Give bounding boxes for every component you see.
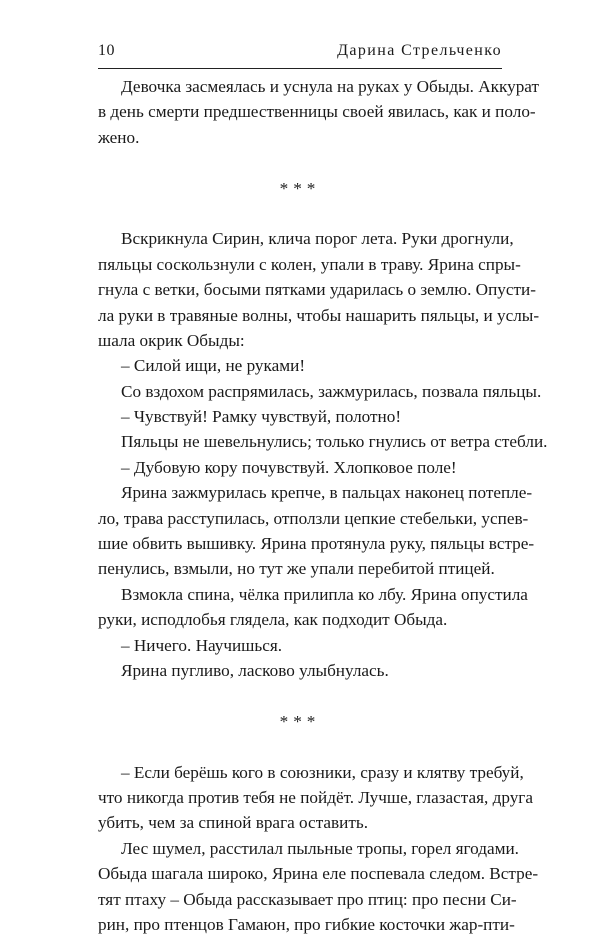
text-line: – Чувствуй! Рамку чувствуй, полотно! (121, 407, 402, 427)
section-separator: *** (279, 711, 321, 731)
running-head-author: Дарина Стрельченко (337, 42, 502, 59)
blank-line (98, 683, 502, 708)
text-line: – Дубовую кору почувствуй. Хлопковое поле! (121, 457, 457, 477)
text-line: ла руки в травяные волны, чтобы нашарить пяльцы, и услы- (98, 305, 540, 325)
text-line: – Если берёшь кого в союзники, сразу и клятву требуй, (121, 762, 524, 782)
text-line: рин, про птенцов Гамаюн, про гибкие косточки жар-пти- (98, 914, 515, 934)
text-line: – Ничего. Научишься. (121, 635, 283, 655)
page-number: 10 (98, 42, 115, 59)
text-line: шие обвить вышивку. Ярина протянула руку, пяльцы встре- (98, 534, 535, 554)
blank-line (98, 150, 502, 175)
page-header (98, 38, 502, 69)
text-line: в день смерти предшественницы своей явилась, как и поло- (98, 102, 536, 122)
text-line: пяльцы соскользнули с колен, упали в траву. Ярина спры- (98, 254, 521, 274)
text-line: жено. (98, 127, 140, 147)
body-text (98, 74, 548, 937)
text-line: Обыда шагала широко, Ярина еле поспевала следом. Встре- (98, 864, 539, 884)
blank-line (98, 201, 502, 226)
text-line: шала окрик Обыды: (98, 330, 245, 350)
text-line: – Силой ищи, не руками! (121, 356, 306, 376)
text-line: Лес шумел, расстилал пыльные тропы, горел ягодами. (121, 838, 519, 858)
text-line: пенулись, взмыли, но тут же упали перебитой птицей. (98, 559, 495, 579)
text-line: что никогда против тебя не пойдёт. Лучше, глазастая, друга (98, 787, 533, 807)
text-line: тят птаху – Обыда рассказывает про птиц: про песни Си- (98, 889, 517, 909)
text-line: Со вздохом распрямилась, зажмурилась, позвала пяльцы. (121, 381, 542, 401)
text-line: ло, трава расступилась, отползли цепкие стебельки, успев- (98, 508, 529, 528)
section-separator: *** (279, 178, 321, 198)
blank-line (98, 734, 502, 759)
text-line: убить, чем за спиной врага оставить. (98, 813, 368, 833)
text-line: Девочка засмеялась и уснула на руках у Обыды. Аккурат (121, 77, 539, 96)
text-line: Пяльцы не шевельнулись; только гнулись от ветра стебли. (121, 432, 548, 452)
text-line: Ярина зажмурилась крепче, в пальцах наконец потепле- (121, 483, 533, 503)
text-line: Взмокла спина, чёлка прилипла ко лбу. Ярина опустила (121, 584, 528, 604)
text-line: Ярина пугливо, ласково улыбнулась. (121, 660, 389, 680)
text-line: Вскрикнула Сирин, клича порог лета. Руки дрогнули, (121, 229, 514, 249)
text-line: гнула с ветки, босыми пятками ударилась о землю. Опусти- (98, 280, 536, 300)
text-line: руки, исподлобья глядела, как подходит Обыда. (98, 610, 448, 630)
